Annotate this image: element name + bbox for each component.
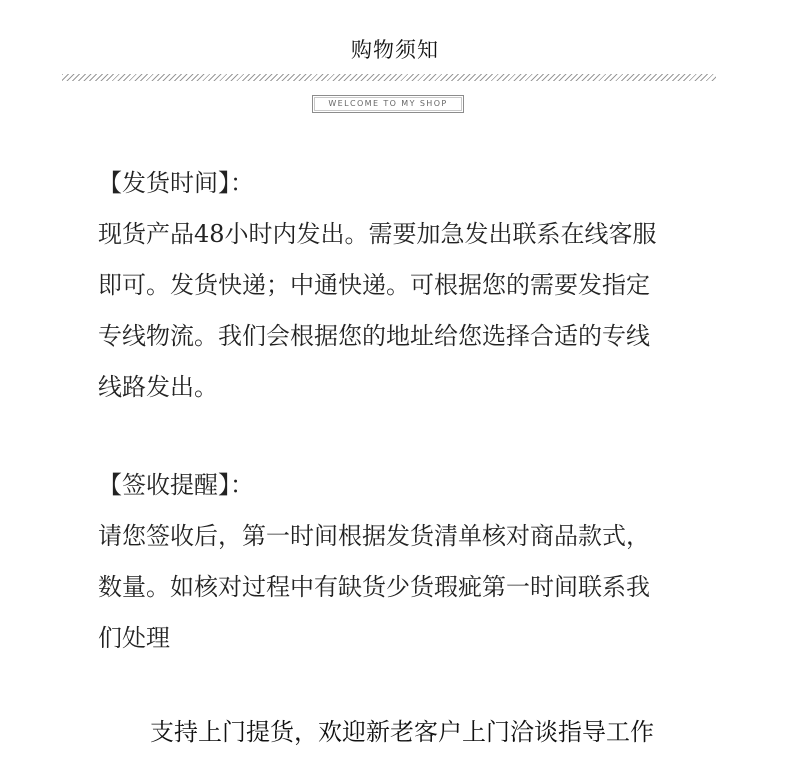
receipt-line: 请您签收后，第一时间根据发货清单核对商品款式， — [98, 522, 650, 550]
zigzag-divider — [62, 74, 716, 81]
footer-note: 支持上门提货，欢迎新老客户上门洽谈指导工作 — [150, 718, 654, 746]
shipping-line: 专线物流。我们会根据您的地址给您选择合适的专线 — [98, 322, 650, 350]
welcome-badge-text: WELCOME TO MY SHOP — [314, 97, 462, 111]
welcome-badge — [312, 95, 464, 113]
shipping-heading: 【发货时间】： — [98, 169, 254, 197]
shipping-line: 现货产品48小时内发出。需要加急发出联系在线客服 — [98, 220, 657, 248]
shipping-line: 线路发出。 — [98, 373, 218, 401]
receipt-section — [98, 460, 718, 664]
shipping-section — [98, 158, 718, 413]
shipping-paragraph — [98, 209, 718, 413]
page-title: 购物须知 — [351, 38, 439, 62]
receipt-line: 数量。如核对过程中有缺货少货瑕疵第一时间联系我 — [98, 573, 650, 601]
shipping-line: 即可。发货快递；中通快递。可根据您的需要发指定 — [98, 271, 650, 299]
receipt-paragraph — [98, 511, 718, 664]
receipt-heading: 【签收提醒】： — [98, 471, 254, 499]
receipt-line: 们处理 — [98, 624, 170, 652]
